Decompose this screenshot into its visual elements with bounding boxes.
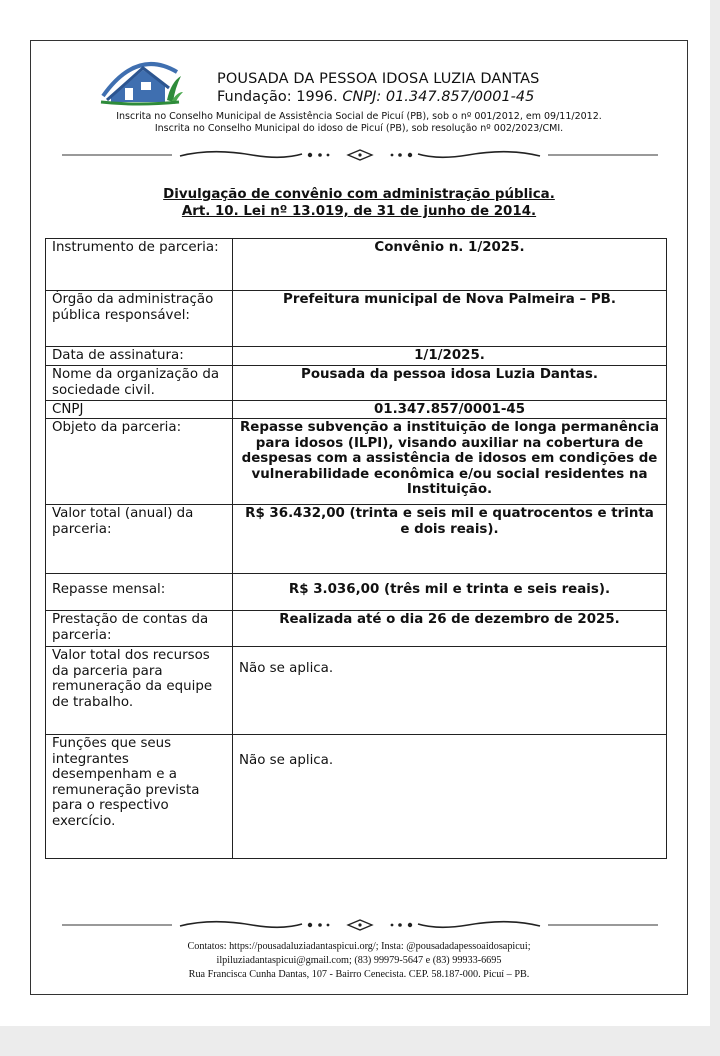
- row-value: 01.347.857/0001-45: [233, 401, 667, 419]
- row-label: Objeto da parceria:: [46, 419, 233, 505]
- table-row: [46, 347, 667, 366]
- table-row: [46, 401, 667, 419]
- row-value: Repasse subvenção a instituição de longa permanência para idosos (ILPI), visando auxiliar na cobertura de despesas com a assistência de idosos em condições de vulnerabilidade econômica e/ou social residentes na Instituição.: [233, 419, 667, 505]
- row-value: Convênio n. 1/2025.: [233, 239, 667, 291]
- title-line-1: Divulgação de convênio com administração pública.: [163, 187, 555, 202]
- ornament-divider-icon: [62, 918, 658, 932]
- row-value: 1/1/2025.: [233, 347, 667, 366]
- footer-address: Rua Francisca Cunha Dantas, 107 - Bairro Cenecista. CEP. 58.187-000. Picuí – PB.: [188, 969, 530, 980]
- row-label: Repasse mensal:: [46, 574, 233, 611]
- row-label: Instrumento de parceria:: [46, 239, 233, 291]
- registration-line-1: Inscrita no Conselho Municipal de Assistência Social de Picuí (PB), sob o nº 001/2012, em 09/11/2012.: [116, 111, 602, 122]
- house-logo-icon: [97, 52, 183, 108]
- title-line-2: Art. 10. Lei nº 13.019, de 31 de junho de 2014.: [181, 204, 537, 219]
- row-label: CNPJ: [46, 401, 233, 419]
- table-row: [46, 366, 667, 401]
- table-row: [46, 505, 667, 574]
- row-label: Valor total (anual) da parceria:: [46, 505, 233, 574]
- footer-contacts-line-1: Contatos: https://pousadaluziadantaspicui.org/; Insta: @pousadadapessoaidosapicui;: [187, 941, 531, 952]
- registration-line-2: Inscrita no Conselho Municipal do idoso de Picuí (PB), sob resolução nº 002/2023/CMI.: [154, 123, 564, 134]
- row-label: Valor total dos recursos da parceria para remuneração da equipe de trabalho.: [46, 647, 233, 735]
- table-row: [46, 647, 667, 735]
- table-row: [46, 611, 667, 647]
- table-row: [46, 239, 667, 291]
- row-label: Prestação de contas da parceria:: [46, 611, 233, 647]
- row-value: Não se aplica.: [233, 735, 667, 859]
- row-value: R$ 36.432,00 (trinta e seis mil e quatrocentos e trinta e dois reais).: [233, 505, 667, 574]
- row-value: R$ 3.036,00 (três mil e trinta e seis reais).: [233, 574, 667, 611]
- footer-contacts-line-2: ilpiluziadantaspicui@gmail.com; (83) 99979-5647 e (83) 99933-6695: [216, 955, 502, 966]
- row-value: Realizada até o dia 26 de dezembro de 2025.: [233, 611, 667, 647]
- org-name: POUSADA DA PESSOA IDOSA LUZIA DANTAS: [217, 71, 540, 87]
- table-row: [46, 291, 667, 347]
- org-foundation-line: [217, 89, 534, 105]
- ornament-divider-icon: [62, 148, 658, 162]
- row-label: Nome da organização da sociedade civil.: [46, 366, 233, 401]
- row-label: Funções que seus integrantes desempenham e a remuneração prevista para o respectivo exercício.: [46, 735, 233, 859]
- table-row: [46, 574, 667, 611]
- table-row: [46, 735, 667, 859]
- row-label: Órgão da administração pública responsável:: [46, 291, 233, 347]
- table-row: [46, 419, 667, 505]
- row-value: Não se aplica.: [233, 647, 667, 735]
- footer-contacts: [34, 940, 684, 982]
- row-label: Data de assinatura:: [46, 347, 233, 366]
- foundation-label: Fundação: 1996.: [217, 89, 338, 105]
- row-value: Pousada da pessoa idosa Luzia Dantas.: [233, 366, 667, 401]
- partnership-table: [45, 238, 667, 859]
- row-value: Prefeitura municipal de Nova Palmeira – PB.: [233, 291, 667, 347]
- cnpj-label: CNPJ: 01.347.857/0001-45: [342, 89, 535, 105]
